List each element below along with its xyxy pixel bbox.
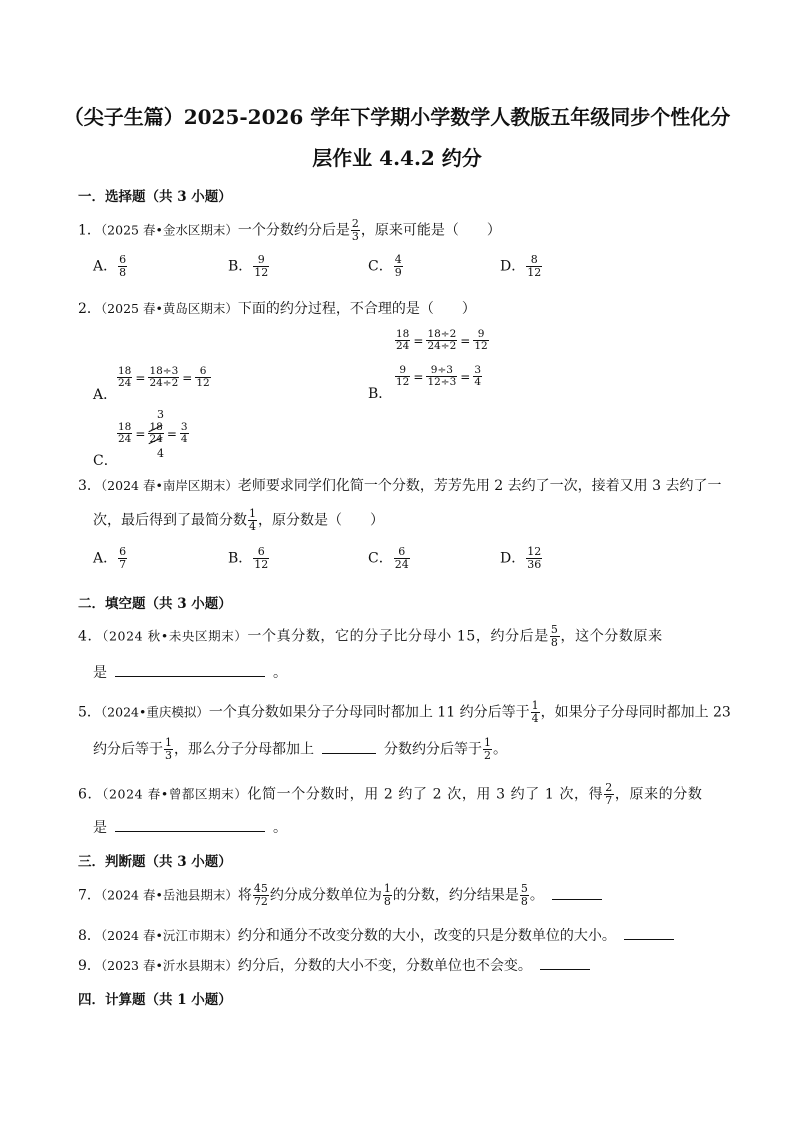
question-source: （2025 春•金水区期末） (100, 222, 238, 238)
option-a[interactable]: A． $\frac{6}{7}$ (93, 545, 127, 571)
question-2 (78, 299, 476, 319)
fraction: $\frac{5}{8}$ (550, 623, 559, 649)
question-4-line2: 是 。 (93, 662, 287, 683)
question-1 (78, 218, 501, 243)
answer-blank[interactable] (115, 817, 265, 832)
question-5: 5．（2024•重庆模拟）一个真分数如果分子分母同时都加上 11 约分后等于 $\frac{1}{4}$ ，如果分子分母同时都加上 23 (78, 699, 731, 725)
question-7: 7．（2024 春•岳池县期末）将 $\frac{45}{72}$ 约分成分数单位为 $\frac{1}{8}$ 的分数，约分结果是 $\frac{5}{8}$ 。 (78, 883, 602, 908)
question-text: 老师要求同学们化简一个分数，芳芳先用 2 去约了一次，接着又用 3 去约了一 (237, 478, 722, 494)
answer-blank[interactable] (552, 885, 602, 900)
question-source: （2024 春•南岸区期末） (100, 478, 238, 493)
question-source: （2025 春•黄岛区期末） (100, 301, 238, 316)
section-calc-heading: 四．计算题（共 1 小题） (78, 992, 232, 1008)
option-a-expression: $\frac{18}{24}$ = $\frac{18\div 3}{24\div 2}$ = $\frac{6}{12}$ (118, 365, 210, 389)
option-d[interactable]: D． $\frac{8}{12}$ (500, 253, 542, 279)
option-c-expression: $\frac{18}{24}$ = $\frac{18}{24}$ = $\frac{3}{4}$ (118, 421, 188, 445)
section-judge-heading: 三．判断题（共 3 小题） (78, 854, 232, 870)
fraction: $\frac{1}{2}$ (484, 736, 491, 762)
question-8: 8．（2024 春•沅江市期末）约分和通分不改变分数的大小，改变的只是分数单位的大小。 (78, 925, 674, 946)
question-text: 一个分数约分后是 (237, 222, 350, 239)
answer-blank[interactable] (322, 739, 376, 754)
question-9: 9．（2023 春•沂水县期末）约分后，分数的大小不变，分数单位也不会变。 (78, 955, 590, 976)
question-3-line2: 次，最后得到了最简分数 $\frac{1}{4}$ ，原分数是（ ） (93, 507, 384, 533)
option-c[interactable]: C． (93, 453, 118, 469)
fraction: $\frac{45}{72}$ (253, 882, 268, 908)
fraction: $\frac{2}{7}$ (605, 781, 613, 807)
fraction: $\frac{1}{4}$ (249, 507, 256, 533)
option-a[interactable]: A． (93, 387, 118, 403)
question-6: 6．（2024 春•曾都区期末）化简一个分数时，用 2 约了 2 次，用 3 约了 1 次，得 $\frac{2}{7}$ ，原来的分数 (78, 781, 703, 807)
option-b-row1: $\frac{18}{24}$ = $\frac{18\div 2}{24\div 2}$ = $\frac{9}{12}$ (396, 328, 488, 352)
fraction: $\frac{5}{8}$ (520, 882, 528, 908)
fraction: $\frac{1}{4}$ (531, 699, 539, 725)
fraction: $\frac{1}{8}$ (383, 882, 391, 908)
cancel-bottom-number: 4 (157, 447, 164, 460)
answer-blank[interactable] (115, 662, 265, 677)
option-c[interactable]: C． $\frac{6}{24}$ (368, 545, 409, 571)
section-choice-heading: 一．选择题（共 3 小题） (78, 189, 232, 205)
page-title-line1: （尖子生篇）2025-2026 学年下学期小学数学人教版五年级同步个性化分 (63, 105, 731, 129)
option-b[interactable]: B． $\frac{9}{12}$ (228, 253, 269, 279)
section-fill-heading: 二．填空题（共 3 小题） (78, 596, 232, 612)
option-c[interactable]: C． $\frac{4}{9}$ (368, 253, 402, 279)
cancel-top-number: 3 (157, 408, 164, 421)
option-b[interactable]: B． $\frac{6}{12}$ (228, 545, 269, 571)
question-3 (78, 476, 721, 496)
question-number: 2． (78, 301, 101, 317)
option-a[interactable]: A． $\frac{6}{8}$ (93, 253, 127, 279)
fraction: $\frac{2}{3}$ (351, 217, 359, 243)
option-b[interactable]: B． (368, 386, 393, 402)
fraction: $\frac{1}{3}$ (165, 736, 172, 762)
answer-blank[interactable] (624, 925, 674, 940)
question-5-line2: 约分后等于 $\frac{1}{3}$ ，那么分子分母都加上 分数约分后等于 $\frac{1}{2}$ 。 (93, 736, 507, 762)
page-title-line2: 层作业 4.4.2 约分 (312, 146, 482, 170)
question-6-line2: 是 。 (93, 817, 287, 838)
question-number: 3． (78, 478, 101, 494)
option-b-row2: $\frac{9}{12}$ = $\frac{9\div 3}{12\div 3}$ = $\frac{3}{4}$ (396, 364, 482, 388)
question-text: ，原来可能是（ ） (360, 222, 501, 239)
answer-blank[interactable] (540, 955, 590, 970)
question-text: 下面的约分过程，不合理的是（ ） (237, 301, 476, 317)
option-d[interactable]: D． $\frac{12}{36}$ (500, 545, 542, 571)
question-number: 1． (78, 222, 101, 239)
question-4: 4．（2024 秋•未央区期末）一个真分数，它的分子比分母小 15，约分后是 $\frac{5}{8}$ ，这个分数原来 (78, 623, 663, 649)
